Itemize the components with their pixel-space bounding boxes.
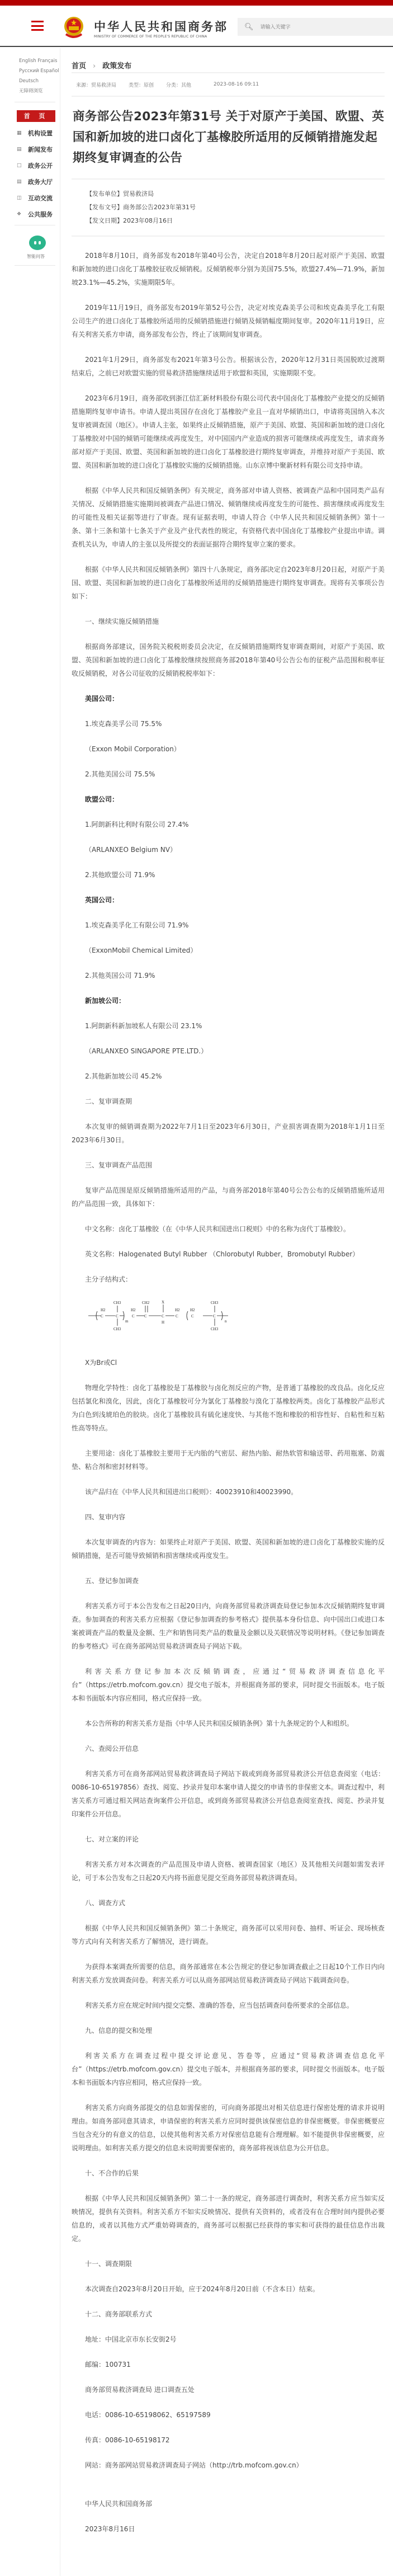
paragraph: 中华人民共和国商务部 bbox=[85, 2500, 153, 2508]
sidebar-item-label: 新闻发布 bbox=[28, 145, 53, 153]
top-red-bar bbox=[0, 0, 393, 6]
breadcrumb-home[interactable]: 首页 bbox=[72, 62, 87, 70]
paragraph: 本公告所称的利害关系方是指《中华人民共和国反倾销条例》第十九条规定的个人和组织。 bbox=[85, 1720, 354, 1727]
paragraph: 利害关系方对本次调查的产品范围及申请人资格、被调查国家（地区）及其他相关问题如需发表评论，可于本公告发布之日起20天内将书面意见提交至商务部贸易救济调查局。 bbox=[72, 1861, 385, 1882]
paragraph: 英文名称：Halogenated Butyl Rubber （Chlorobutyl Rubber，Bromobutyl Rubber） bbox=[85, 1250, 359, 1258]
paragraph: 利害关系方在调查过程中提交评论意见、答卷等，应通过“贸易救济调查信息化平台”（https://etrb.mofcom.gov.cn）提交电子版本，并根据商务部的要求，同时提交书面版本。电子版本和书面版本内容应相同，格式应保持一致。 bbox=[72, 2052, 385, 2087]
site-title[interactable]: 中华人民共和国商务部 bbox=[94, 20, 228, 34]
paragraph: （ExxonMobil Chemical Limited） bbox=[85, 946, 197, 954]
info-issuer: 【发布单位】贸易救济局 bbox=[86, 190, 154, 197]
news-icon: ▤ bbox=[17, 146, 22, 152]
document-info bbox=[72, 180, 385, 236]
paragraph: 利害关系方可在商务部网站贸易救济调查局子网站下载或到商务部贸易救济公开信息查阅室（电话：0086-10-65197856）查找、阅览、抄录并复印本案申请人提交的申请书的非保密文本。调查过程中，利害关系方可通过相关网站查询案件公开信息，或到商务部贸易救济公开信息查阅室查找、阅览、抄录并复印案件公开信息。 bbox=[72, 1770, 385, 1818]
paragraph: 2023年6月19日，商务部收到浙江信汇新材料股份有限公司代表中国卤化丁基橡胶产业提交的反倾销措施期终复审申请书。申请人提出英国存在卤化丁基橡胶产业且一直对华倾销出口，申请将英国纳入本次复审被调查国（地区）。申请人主张，如果终止反倾销措施，原产于美国、欧盟、英国和新加坡的进口卤化丁基橡胶对中国的倾销可能继续或再度发生，对中国国内产业造成的损害可能继续或再度发生，请求商务部对原产于美国、欧盟、英国和新加坡的进口卤化丁基橡胶进行期终复审调查，并维持对原产于美国、欧盟、英国和新加坡的进口卤化丁基橡胶实施的反倾销措施。山东京博中聚新材料有限公司支持申请。 bbox=[72, 394, 385, 469]
sidebar-item-label: 互动交流 bbox=[28, 194, 53, 202]
paragraph: 2023年8月16日 bbox=[85, 2525, 135, 2533]
divider bbox=[15, 265, 55, 266]
sidebar bbox=[0, 48, 60, 2576]
search-input[interactable] bbox=[261, 24, 372, 30]
paragraph: 2018年8月10日，商务部发布2018年第40号公告，决定自2018年8月20日起对原产于美国、欧盟和新加坡的进口卤化丁基橡胶征收反倾销税。反倾销税率分别为美国75.5%，欧盟27.4%—71.9%，新加坡23.1%—45.2%，实施期限5年。 bbox=[72, 252, 385, 286]
paragraph: 三、复审调查产品范围 bbox=[85, 1161, 153, 1169]
paragraph: 2021年1月29日，商务部发布2021年第3号公告。根据该公告，2020年12月31日英国脱欧过渡期结束后，之前已对欧盟实施的贸易救济措施继续适用于欧盟和英国，实施期限不变。 bbox=[72, 356, 385, 377]
paragraph: 十、不合作的后果 bbox=[85, 2169, 139, 2177]
paragraph: 该产品归在《中华人民共和国进出口税则》：40023910和40023990。 bbox=[85, 1488, 298, 1496]
paragraph: 本次复审调查的内容为：如果终止对原产于美国、欧盟、英国和新加坡的进口卤化丁基橡胶实施的反倾销措施，是否可能导致倾销和损害继续或再度发生。 bbox=[72, 1538, 385, 1560]
atom-h: H bbox=[162, 1320, 165, 1325]
paragraph: 2.其他英国公司 71.9% bbox=[85, 972, 155, 979]
site-header bbox=[0, 6, 393, 47]
atom-c: C bbox=[176, 1314, 178, 1318]
atom-ch3: CH3 bbox=[113, 1327, 121, 1331]
paragraph: 二、复审调查期 bbox=[85, 1098, 132, 1105]
document-icon: □ bbox=[17, 162, 22, 168]
language-links bbox=[0, 48, 60, 96]
paragraph: 商务部贸易救济调查局 进口调查五处 bbox=[85, 2386, 195, 2394]
atom-c: C bbox=[213, 1314, 216, 1318]
search-box[interactable] bbox=[238, 18, 393, 36]
language-link-de[interactable]: Deutsch bbox=[19, 78, 39, 84]
paragraph: 1.阿朗新科新加坡私人有限公司 23.1% bbox=[85, 1022, 202, 1030]
paragraph: 根据《中华人民共和国反倾销条例》第四十八条规定，商务部决定自2023年8月20日起，对原产于美国、欧盟、英国和新加坡的进口卤化丁基橡胶所适用的反倾销措施进行期终复审调查。现将有关事项公告如下： bbox=[72, 566, 385, 600]
paragraph: 主要用途：卤化丁基橡胶主要用于无内胎的气密层、耐热内胎、耐热软管和输送带、药用瓶塞、防震垫、粘合剂和密封材料等。 bbox=[72, 1449, 385, 1471]
chat-icon: ◫ bbox=[17, 195, 22, 201]
language-link-ru-es[interactable]: Русский Español bbox=[19, 68, 59, 74]
sidebar-item-service-hall[interactable] bbox=[17, 176, 60, 187]
atom-h2: H2 bbox=[101, 1308, 106, 1312]
sidebar-item-label: 公共服务 bbox=[28, 210, 53, 218]
paragraph: 利害关系方可于本公告发布之日起20日内，向商务部贸易救济调查局登记参加本次反倾销期终复审调查。参加调查的利害关系方应根据《登记参加调查的参考格式》提供基本身份信息、向中国出口或进口本案被调查产品的数量及金额、生产和销售同类产品的数量及金额以及关联情况等说明材料。《登记参加调查的参考格式》可在商务部网站贸易救济调查局子网站下载。 bbox=[72, 1602, 385, 1650]
atom-ch2: CH2 bbox=[142, 1301, 150, 1305]
atom-c: C bbox=[101, 1314, 103, 1318]
paragraph: 传真：0086-10-65198172 bbox=[85, 2436, 170, 2444]
paragraph: （ARLANXEO SINGAPORE PTE.LTD.） bbox=[85, 1047, 208, 1055]
spacer bbox=[72, 2484, 385, 2497]
accessibility-link[interactable]: 无障碍浏览 bbox=[19, 88, 43, 94]
meta-type: 类型：原创 bbox=[129, 82, 154, 88]
breadcrumb-current[interactable]: 政策发布 bbox=[102, 62, 132, 70]
atom-ch3: CH3 bbox=[113, 1301, 121, 1305]
meta-source: 来源：贸易救济局 bbox=[76, 82, 117, 88]
paragraph: 复审产品范围是原反倾销措施所适用的产品，与商务部2018年第40号公告公布的反倾销措施所适用的产品范围一致，具体如下： bbox=[72, 1186, 385, 1208]
paragraph: 1.阿朗新科比利时有限公司 27.4% bbox=[85, 821, 189, 828]
breadcrumb bbox=[72, 47, 385, 72]
search-icon[interactable]: 🔍︎ bbox=[244, 22, 254, 31]
paragraph: 1.埃克森美孚化工有限公司 71.9% bbox=[85, 921, 189, 929]
info-date: 【发文日期】2023年08月16日 bbox=[86, 217, 173, 224]
public-service-icon: ❖ bbox=[17, 211, 22, 217]
sidebar-item-label: 政务大厅 bbox=[28, 178, 53, 186]
atom-c: C bbox=[144, 1314, 147, 1318]
sidebar-item-label: 政务公开 bbox=[28, 162, 53, 169]
paragraph: 利害关系方向商务部提交的信息如需保密的，可向商务部提出对相关信息进行保密处理的请求并说明理由。如商务部同意其请求，申请保密的利害关系方应同时提供该保密信息的非保密概要。非保密概要应当包含充分的有意义的信息，以使其他利害关系方对保密信息能有合理理解。如不能提供非保密概要，应说明理由。如利害关系方提交的信息未说明需要保密的，商务部将视该信息为公开信息。 bbox=[72, 2104, 385, 2152]
paragraph: 七、对立案的评论 bbox=[85, 1835, 139, 1843]
company-group-heading: 新加坡公司： bbox=[85, 997, 126, 1005]
company-group-heading: 英国公司： bbox=[85, 896, 119, 904]
paragraph: （ARLANXEO Belgium NV） bbox=[85, 846, 177, 854]
paragraph: 中文名称：卤化丁基橡胶（在《中华人民共和国进出口税则》中的名称为卤代丁基橡胶）。 bbox=[85, 1225, 351, 1233]
chevron-right-icon: › bbox=[93, 62, 96, 70]
paragraph: 利害关系方登记参加本次反倾销调查，应通过“贸易救济调查信息化平台”（https://etrb.mofcom.gov.cn）提交电子版本，并根据商务部的要求，同时提交书面版本。电子版本和书面版本内容应相同，格式应保持一致。 bbox=[72, 1668, 385, 1702]
paragraph: 2.其他新加坡公司 45.2% bbox=[85, 1072, 162, 1080]
menu-icon[interactable] bbox=[31, 21, 44, 31]
paragraph: 电话：0086-10-65198062、65197589 bbox=[85, 2411, 211, 2419]
subscript-m: m bbox=[125, 1319, 129, 1324]
paragraph: （Exxon Mobil Corporation） bbox=[85, 745, 181, 753]
paragraph: 物理化学特性：卤化丁基橡胶是丁基橡胶与卤化剂反应的产物，是普通丁基橡胶的改良品。卤化反应包括氯化和溴化，因此，卤化丁基橡胶可分为氯化丁基橡胶与溴化丁基橡胶两类。卤化丁基橡胶产品形式为白色到浅琥珀色的胶块。卤化丁基橡胶具有硫化速度快、与其他不饱和橡胶的相容性好、自粘性和互粘性高等特点。 bbox=[72, 1384, 385, 1432]
atom-h2: H2 bbox=[175, 1308, 180, 1312]
paragraph: 九、信息的提交和处理 bbox=[85, 2027, 153, 2035]
paragraph: 四、复审内容 bbox=[85, 1513, 126, 1521]
paragraph: 六、查阅公开信息 bbox=[85, 1745, 139, 1753]
atom-h2: H2 bbox=[190, 1308, 195, 1312]
paragraph: 五、登记参加调查 bbox=[85, 1577, 139, 1585]
atom-c: C bbox=[132, 1314, 135, 1318]
paragraph: 根据《中华人民共和国反倾销条例》第二十一条的规定，商务部进行调查时，利害关系方应当如实反映情况，提供有关资料。利害关系方不如实反映情况、提供有关资料的，或者没有在合理时间内提供必要信息的，或者以其他方式严重妨碍调查的，商务部可以根据已经获得的事实和可获得的最佳信息作出裁定。 bbox=[72, 2194, 385, 2243]
article-body bbox=[72, 237, 385, 2536]
paragraph: 根据《中华人民共和国反倾销条例》第二十条规定，商务部可以采用问卷、抽样、听证会、现场核查等方式向有关利害关系方了解情况，进行调查。 bbox=[72, 1924, 385, 1946]
national-emblem-icon bbox=[63, 15, 85, 40]
sidebar-item-organization[interactable] bbox=[17, 128, 60, 138]
atom-h2: H2 bbox=[131, 1308, 136, 1312]
atom-c: C bbox=[116, 1314, 119, 1318]
assistant-label[interactable]: 智能问答 bbox=[27, 254, 45, 259]
paragraph: 十一、调查期限 bbox=[85, 2260, 132, 2268]
atom-ch3: CH3 bbox=[211, 1301, 219, 1305]
info-doc-number: 【发布文号】商务部公告2023年第31号 bbox=[86, 204, 196, 211]
sidebar-item-news[interactable] bbox=[17, 144, 60, 154]
atom-ch3: CH3 bbox=[211, 1327, 219, 1331]
molecular-structure-diagram bbox=[88, 1298, 234, 1338]
paragraph: 2.其他欧盟公司 71.9% bbox=[85, 871, 155, 879]
robot-assistant-icon[interactable] bbox=[29, 236, 46, 250]
home-button[interactable]: 首 页 bbox=[17, 110, 55, 122]
sidebar-item-public-service[interactable] bbox=[17, 209, 60, 219]
paragraph: 本次复审的倾销调查期为2022年7月1日至2023年6月30日，产业损害调查期为2018年1月1日至2023年6月30日。 bbox=[72, 1123, 385, 1144]
paragraph: 一、继续实施反倾销措施 bbox=[85, 618, 159, 625]
paragraph: X为Br或Cl bbox=[85, 1359, 117, 1367]
main-content bbox=[72, 47, 385, 2536]
company-group-heading: 欧盟公司： bbox=[85, 795, 119, 803]
atom-c: C bbox=[162, 1314, 164, 1318]
paragraph: 八、调查方式 bbox=[85, 1899, 126, 1907]
paragraph: 2.其他美国公司 75.5% bbox=[85, 770, 155, 778]
org-chart-icon: ▦ bbox=[17, 130, 22, 136]
subscript-n: n bbox=[225, 1319, 227, 1324]
paragraph: 为获得本案调查所需要的信息，商务部通常在本公告规定的登记参加调查截止之日起10个工作日内向利害关系方发放调查问卷。利害关系方可以从商务部网站贸易救济调查局子网站下载调查问卷。 bbox=[72, 1963, 385, 1984]
company-group-heading: 美国公司： bbox=[85, 695, 119, 703]
page-title: 商务部公告2023年第31号 关于对原产于美国、欧盟、英国和新加坡的进口卤化丁基橡胶所适用的反倾销措施发起期终复审调查的公告 bbox=[73, 110, 385, 165]
service-hall-icon: ▤ bbox=[17, 178, 22, 185]
atom-x: X bbox=[162, 1300, 165, 1305]
paragraph: 主分子结构式： bbox=[85, 1275, 132, 1283]
paragraph: 本次调查自2023年8月20日开始，应于2024年8月20日前（不含本日）结束。 bbox=[85, 2285, 319, 2293]
paragraph: 根据商务部建议，国务院关税税则委员会决定，在反倾销措施期终复审调查期间，对原产于美国、欧盟、英国和新加坡的进口卤化丁基橡胶继续按照商务部2018年第40号公告公布的征税产品范围和税率征收反倾销税，对各公司征收的反倾销税税率如下： bbox=[72, 643, 385, 677]
paragraph: 邮编：100731 bbox=[85, 2361, 131, 2368]
atom-c: C bbox=[191, 1314, 194, 1318]
paragraph: 十二、商务部联系方式 bbox=[85, 2310, 153, 2318]
sidebar-item-government-affairs[interactable] bbox=[17, 160, 60, 171]
paragraph: 根据《中华人民共和国反倾销条例》有关规定，商务部对申请人资格、被调查产品和中国同类产品有关情况、反倾销措施实施期间被调查产品进口情况、倾销继续或再度发生的可能性、损害继续或再度发生的可能性及相关证据等进行了审查。现有证据表明，申请人符合《中华人民共和国反倾销条例》第十一条、第十三条和第十七条关于产业及产业代表性的规定，有资格代表中国卤化丁基橡胶产业提出申请。调查机关认为，申请人的主张以及所提交的表面证据符合期终复审立案的要求。 bbox=[72, 487, 385, 548]
paragraph: 地址：中国北京市东长安街2号 bbox=[85, 2335, 177, 2343]
article-meta bbox=[72, 73, 385, 96]
paragraph: 利害关系方应在规定时间内提交完整、准确的答卷，应当包括调查问卷所要求的全部信息。 bbox=[85, 2002, 354, 2009]
meta-category: 分类：其他 bbox=[166, 82, 192, 88]
site-subtitle: MINISTRY OF COMMERCE OF THE PEOPLE'S REPUBLIC OF CHINA bbox=[94, 35, 207, 39]
paragraph: 网站：商务部网站贸易救济调查局子网站（http://trb.mofcom.gov.cn） bbox=[85, 2461, 303, 2469]
paragraph: 2019年11月19日，商务部发布2019年第52号公告，决定对埃克森美孚公司和埃克森美孚化工有限公司生产的进口卤化丁基橡胶所适用的反倾销措施进行倾销及倾销幅度期间复审。2020年11月19日，应有关利害关系方申请，商务部发布公告，终止了该期间复审调查。 bbox=[72, 304, 385, 338]
sidebar-item-interaction[interactable] bbox=[17, 192, 60, 203]
sidebar-item-label: 机构设置 bbox=[28, 129, 53, 137]
paragraph: 1.埃克森美孚公司 75.5% bbox=[85, 720, 162, 728]
language-link-en-fr[interactable]: English Français bbox=[19, 58, 58, 64]
meta-datetime: 2023-08-16 09:11 bbox=[214, 82, 259, 87]
